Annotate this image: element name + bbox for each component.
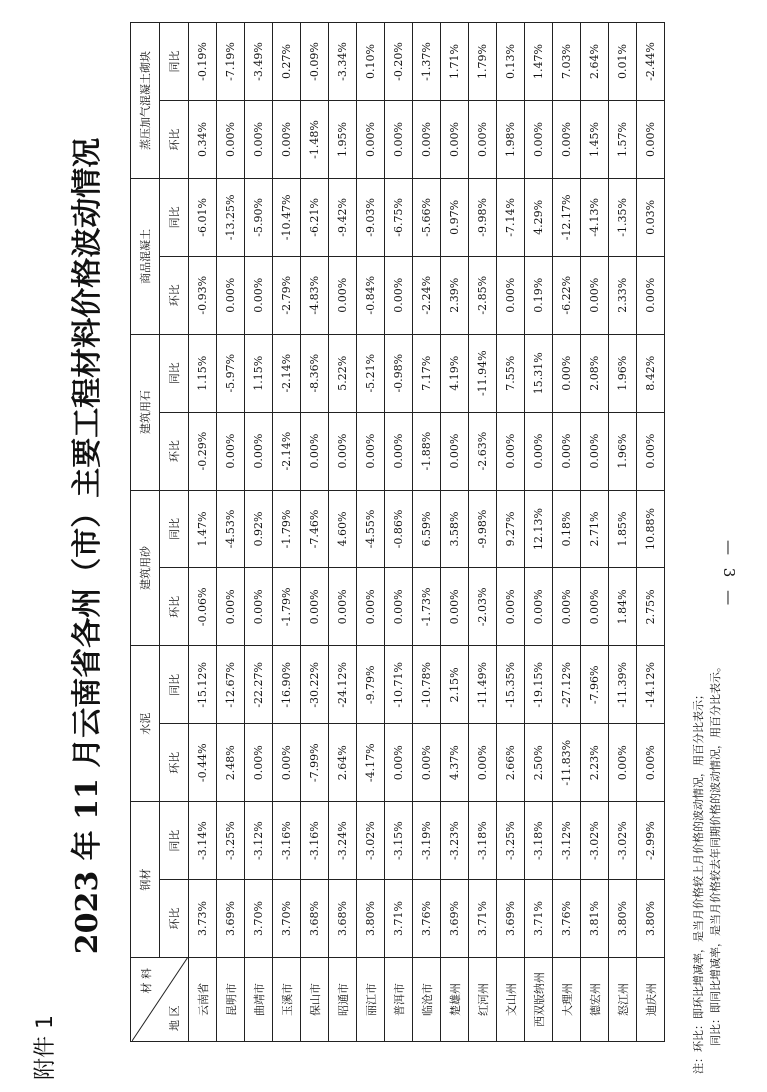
value-cell: -2.44% <box>637 23 665 101</box>
footnotes <box>690 661 724 1074</box>
value-cell: -1.88% <box>413 412 441 490</box>
value-cell: 3.68% <box>301 880 329 958</box>
value-cell: 1.57% <box>609 101 637 179</box>
value-cell: -4.83% <box>301 256 329 334</box>
value-cell: 3.58% <box>441 490 469 568</box>
value-cell: -3.24% <box>329 802 357 880</box>
value-cell: -6.01% <box>189 178 217 256</box>
value-cell: -2.99% <box>637 802 665 880</box>
value-cell: 7.17% <box>413 334 441 412</box>
value-cell: 7.03% <box>553 23 581 101</box>
value-cell: 0.00% <box>469 724 497 802</box>
page-number: — 3 — <box>720 540 738 610</box>
sub-header-mom: 环比 <box>160 724 189 802</box>
value-cell: 0.34% <box>189 101 217 179</box>
value-cell: -12.67% <box>217 646 245 724</box>
value-cell: -2.24% <box>413 256 441 334</box>
value-cell: 2.23% <box>581 724 609 802</box>
sub-header-yoy: 同比 <box>160 646 189 724</box>
value-cell: -22.27% <box>245 646 273 724</box>
attachment-label: 附件 1 <box>33 1015 58 1080</box>
value-cell: 0.00% <box>553 101 581 179</box>
sub-header-mom: 环比 <box>160 101 189 179</box>
footnote-yoy: 同比：即同比增减率，是当月价格较去年同期价格的波动情况，用百分比表示。 <box>709 661 722 1046</box>
value-cell: 3.81% <box>581 880 609 958</box>
value-cell: 0.00% <box>525 568 553 646</box>
sub-header-mom: 环比 <box>160 256 189 334</box>
table-row <box>217 23 245 1042</box>
value-cell: 0.27% <box>273 23 301 101</box>
value-cell: 0.00% <box>609 724 637 802</box>
value-cell: 0.00% <box>525 412 553 490</box>
value-cell: 4.29% <box>525 178 553 256</box>
region-cell: 临沧市 <box>413 958 441 1042</box>
value-cell: 0.00% <box>385 568 413 646</box>
value-cell: 0.00% <box>273 724 301 802</box>
material-header-steel: 钢材 <box>131 802 160 958</box>
value-cell: 3.69% <box>497 880 525 958</box>
value-cell: -4.17% <box>357 724 385 802</box>
value-cell: 0.00% <box>217 101 245 179</box>
value-cell: -11.94% <box>469 334 497 412</box>
value-cell: -2.79% <box>273 256 301 334</box>
value-cell: -11.83% <box>553 724 581 802</box>
value-cell: -7.99% <box>301 724 329 802</box>
value-cell: -15.12% <box>189 646 217 724</box>
value-cell: 0.00% <box>385 256 413 334</box>
value-cell: 0.00% <box>441 568 469 646</box>
value-cell: 0.00% <box>245 568 273 646</box>
value-cell: 0.00% <box>217 256 245 334</box>
value-cell: 0.00% <box>217 412 245 490</box>
table-row <box>525 23 553 1042</box>
table-row <box>609 23 637 1042</box>
value-cell: -3.18% <box>469 802 497 880</box>
region-cell: 楚雄州 <box>441 958 469 1042</box>
value-cell: -9.42% <box>329 178 357 256</box>
value-cell: 0.00% <box>581 568 609 646</box>
value-cell: 15.31% <box>525 334 553 412</box>
value-cell: -14.12% <box>637 646 665 724</box>
value-cell: 0.00% <box>385 412 413 490</box>
value-cell: -1.37% <box>413 23 441 101</box>
value-cell: -13.25% <box>217 178 245 256</box>
value-cell: 5.22% <box>329 334 357 412</box>
value-cell: 3.80% <box>357 880 385 958</box>
value-cell: -0.19% <box>189 23 217 101</box>
value-cell: 3.70% <box>273 880 301 958</box>
value-cell: 0.00% <box>637 412 665 490</box>
value-cell: 0.00% <box>357 101 385 179</box>
value-cell: -4.13% <box>581 178 609 256</box>
value-cell: 7.55% <box>497 334 525 412</box>
value-cell: 3.69% <box>441 880 469 958</box>
region-cell: 迪庆州 <box>637 958 665 1042</box>
value-cell: 4.19% <box>441 334 469 412</box>
value-cell: 10.88% <box>637 490 665 568</box>
value-cell: 2.15% <box>441 646 469 724</box>
value-cell: -1.35% <box>609 178 637 256</box>
value-cell: 3.71% <box>525 880 553 958</box>
value-cell: -9.98% <box>469 490 497 568</box>
value-cell: -2.14% <box>273 412 301 490</box>
value-cell: -9.98% <box>469 178 497 256</box>
value-cell: 0.00% <box>581 256 609 334</box>
region-cell: 昆明市 <box>217 958 245 1042</box>
value-cell: 8.42% <box>637 334 665 412</box>
value-cell: -7.19% <box>217 23 245 101</box>
value-cell: -5.66% <box>413 178 441 256</box>
region-cell: 文山州 <box>497 958 525 1042</box>
value-cell: -3.16% <box>301 802 329 880</box>
region-cell: 西双版纳州 <box>525 958 553 1042</box>
value-cell: 0.00% <box>273 101 301 179</box>
value-cell: -3.12% <box>553 802 581 880</box>
value-cell: -9.79% <box>357 646 385 724</box>
value-cell: -3.16% <box>273 802 301 880</box>
value-cell: 1.47% <box>189 490 217 568</box>
value-cell: 6.59% <box>413 490 441 568</box>
table-row <box>553 23 581 1042</box>
price-fluctuation-table <box>130 22 665 1042</box>
value-cell: -0.98% <box>385 334 413 412</box>
value-cell: -3.34% <box>329 23 357 101</box>
value-cell: 1.79% <box>469 23 497 101</box>
value-cell: -3.15% <box>385 802 413 880</box>
value-cell: -10.71% <box>385 646 413 724</box>
region-cell: 怒江州 <box>609 958 637 1042</box>
value-cell: 4.60% <box>329 490 357 568</box>
table-row <box>245 23 273 1042</box>
sub-header-mom: 环比 <box>160 568 189 646</box>
value-cell: 0.00% <box>469 101 497 179</box>
material-header-aac-block: 蒸压加气混凝土砌块 <box>131 23 160 179</box>
value-cell: 3.80% <box>609 880 637 958</box>
table-row <box>413 23 441 1042</box>
value-cell: 2.64% <box>329 724 357 802</box>
region-cell: 普洱市 <box>385 958 413 1042</box>
region-cell: 昭通市 <box>329 958 357 1042</box>
value-cell: -1.79% <box>273 490 301 568</box>
value-cell: 0.00% <box>217 568 245 646</box>
value-cell: 0.00% <box>637 256 665 334</box>
value-cell: -3.02% <box>581 802 609 880</box>
value-cell: 0.01% <box>609 23 637 101</box>
material-header-cement: 水泥 <box>131 646 160 802</box>
value-cell: 0.00% <box>497 256 525 334</box>
region-cell: 保山市 <box>301 958 329 1042</box>
value-cell: 3.76% <box>553 880 581 958</box>
value-cell: -0.44% <box>189 724 217 802</box>
region-cell: 德宏州 <box>581 958 609 1042</box>
sub-header-yoy: 同比 <box>160 178 189 256</box>
value-cell: -7.46% <box>301 490 329 568</box>
value-cell: 0.00% <box>301 412 329 490</box>
value-cell: 0.00% <box>385 724 413 802</box>
table-row <box>497 23 525 1042</box>
region-cell: 云南省 <box>189 958 217 1042</box>
value-cell: 0.00% <box>329 568 357 646</box>
value-cell: 0.00% <box>497 412 525 490</box>
corner-header-cell <box>131 958 189 1042</box>
value-cell: -24.12% <box>329 646 357 724</box>
value-cell: 2.66% <box>497 724 525 802</box>
value-cell: -5.90% <box>245 178 273 256</box>
sub-header-yoy: 同比 <box>160 23 189 101</box>
value-cell: -2.14% <box>273 334 301 412</box>
value-cell: 0.00% <box>581 412 609 490</box>
corner-materials-label: 材 料 <box>139 968 153 994</box>
value-cell: 1.85% <box>609 490 637 568</box>
value-cell: 0.00% <box>441 101 469 179</box>
value-cell: 3.68% <box>329 880 357 958</box>
material-header-concrete: 商品混凝土 <box>131 178 160 334</box>
value-cell: 0.00% <box>357 412 385 490</box>
value-cell: 1.96% <box>609 334 637 412</box>
material-header-stone: 建筑用石 <box>131 334 160 490</box>
value-cell: 4.37% <box>441 724 469 802</box>
sub-header-yoy: 同比 <box>160 334 189 412</box>
value-cell: 0.97% <box>441 178 469 256</box>
value-cell: 3.70% <box>245 880 273 958</box>
value-cell: -5.21% <box>357 334 385 412</box>
value-cell: 2.08% <box>581 334 609 412</box>
value-cell: 0.00% <box>329 412 357 490</box>
value-cell: -8.36% <box>301 334 329 412</box>
value-cell: -11.49% <box>469 646 497 724</box>
value-cell: -0.20% <box>385 23 413 101</box>
value-cell: -1.79% <box>273 568 301 646</box>
value-cell: -2.85% <box>469 256 497 334</box>
value-cell: -2.03% <box>469 568 497 646</box>
value-cell: -0.93% <box>189 256 217 334</box>
value-cell: -19.15% <box>525 646 553 724</box>
value-cell: -1.73% <box>413 568 441 646</box>
value-cell: 12.13% <box>525 490 553 568</box>
table-row <box>329 23 357 1042</box>
sub-header-mom: 环比 <box>160 412 189 490</box>
value-cell: -3.02% <box>609 802 637 880</box>
value-cell: -7.96% <box>581 646 609 724</box>
sub-header-mom: 环比 <box>160 880 189 958</box>
value-cell: -2.63% <box>469 412 497 490</box>
table-row <box>441 23 469 1042</box>
value-cell: 0.18% <box>553 490 581 568</box>
table-row <box>581 23 609 1042</box>
value-cell: 0.00% <box>245 101 273 179</box>
value-cell: 0.00% <box>329 256 357 334</box>
value-cell: 1.96% <box>609 412 637 490</box>
sub-header-yoy: 同比 <box>160 490 189 568</box>
value-cell: -0.29% <box>189 412 217 490</box>
value-cell: 0.00% <box>525 101 553 179</box>
region-cell: 丽江市 <box>357 958 385 1042</box>
value-cell: -3.25% <box>497 802 525 880</box>
value-cell: -4.55% <box>357 490 385 568</box>
value-cell: -3.02% <box>357 802 385 880</box>
table-row <box>273 23 301 1042</box>
value-cell: 0.00% <box>385 101 413 179</box>
value-cell: -10.47% <box>273 178 301 256</box>
value-cell: -12.17% <box>553 178 581 256</box>
value-cell: 2.48% <box>217 724 245 802</box>
value-cell: -0.09% <box>301 23 329 101</box>
value-cell: 0.03% <box>637 178 665 256</box>
value-cell: 0.00% <box>413 101 441 179</box>
value-cell: -11.39% <box>609 646 637 724</box>
value-cell: 0.00% <box>301 568 329 646</box>
sub-header-yoy: 同比 <box>160 802 189 880</box>
value-cell: 1.15% <box>245 334 273 412</box>
value-cell: -3.18% <box>525 802 553 880</box>
table-row <box>189 23 217 1042</box>
value-cell: 1.71% <box>441 23 469 101</box>
value-cell: -7.14% <box>497 178 525 256</box>
value-cell: 1.84% <box>609 568 637 646</box>
value-cell: 2.75% <box>637 568 665 646</box>
page-title: 2023 年 11 月云南省各州（市）主要工程材料价格波动情况 <box>70 137 105 955</box>
value-cell: 2.71% <box>581 490 609 568</box>
value-cell: 1.45% <box>581 101 609 179</box>
value-cell: 2.39% <box>441 256 469 334</box>
value-cell: -6.75% <box>385 178 413 256</box>
value-cell: 1.47% <box>525 23 553 101</box>
value-cell: 0.00% <box>553 334 581 412</box>
value-cell: 0.00% <box>497 568 525 646</box>
value-cell: -1.48% <box>301 101 329 179</box>
value-cell: -30.22% <box>301 646 329 724</box>
region-cell: 红河州 <box>469 958 497 1042</box>
value-cell: 1.95% <box>329 101 357 179</box>
value-cell: -9.03% <box>357 178 385 256</box>
value-cell: -16.90% <box>273 646 301 724</box>
value-cell: -0.84% <box>357 256 385 334</box>
corner-region-label: 地 区 <box>167 1005 181 1031</box>
value-cell: 0.00% <box>245 256 273 334</box>
value-cell: -3.14% <box>189 802 217 880</box>
value-cell: -15.35% <box>497 646 525 724</box>
value-cell: -10.78% <box>413 646 441 724</box>
value-cell: -0.86% <box>385 490 413 568</box>
table-row <box>301 23 329 1042</box>
value-cell: 3.71% <box>385 880 413 958</box>
value-cell: 3.69% <box>217 880 245 958</box>
value-cell: 0.92% <box>245 490 273 568</box>
value-cell: 0.00% <box>413 724 441 802</box>
value-cell: 3.80% <box>637 880 665 958</box>
value-cell: -3.25% <box>217 802 245 880</box>
value-cell: -3.23% <box>441 802 469 880</box>
value-cell: 2.50% <box>525 724 553 802</box>
value-cell: 0.00% <box>637 724 665 802</box>
value-cell: -6.22% <box>553 256 581 334</box>
value-cell: 2.64% <box>581 23 609 101</box>
material-header-sand: 建筑用砂 <box>131 490 160 646</box>
value-cell: 3.73% <box>189 880 217 958</box>
value-cell: -3.12% <box>245 802 273 880</box>
value-cell: -3.49% <box>245 23 273 101</box>
value-cell: -3.19% <box>413 802 441 880</box>
table-row <box>385 23 413 1042</box>
footnote-mom: 注：环比：即环比增减率，是当月价格较上月价格的波动情况，用百分比表示； <box>692 689 705 1074</box>
value-cell: 0.00% <box>553 568 581 646</box>
table-row <box>637 23 665 1042</box>
value-cell: 0.00% <box>357 568 385 646</box>
value-cell: -6.21% <box>301 178 329 256</box>
value-cell: -27.12% <box>553 646 581 724</box>
value-cell: 0.13% <box>497 23 525 101</box>
value-cell: 0.00% <box>245 724 273 802</box>
value-cell: 1.98% <box>497 101 525 179</box>
table-row <box>357 23 385 1042</box>
value-cell: 3.71% <box>469 880 497 958</box>
value-cell: 0.00% <box>553 412 581 490</box>
value-cell: 3.76% <box>413 880 441 958</box>
value-cell: -0.06% <box>189 568 217 646</box>
value-cell: -5.97% <box>217 334 245 412</box>
value-cell: -4.53% <box>217 490 245 568</box>
value-cell: 9.27% <box>497 490 525 568</box>
region-cell: 曲靖市 <box>245 958 273 1042</box>
value-cell: 0.10% <box>357 23 385 101</box>
value-cell: 0.00% <box>441 412 469 490</box>
value-cell: 2.33% <box>609 256 637 334</box>
value-cell: 1.15% <box>189 334 217 412</box>
value-cell: 0.00% <box>245 412 273 490</box>
value-cell: 0.00% <box>637 101 665 179</box>
table-row <box>469 23 497 1042</box>
region-cell: 玉溪市 <box>273 958 301 1042</box>
table-body <box>189 23 665 1042</box>
value-cell: 0.19% <box>525 256 553 334</box>
region-cell: 大理州 <box>553 958 581 1042</box>
